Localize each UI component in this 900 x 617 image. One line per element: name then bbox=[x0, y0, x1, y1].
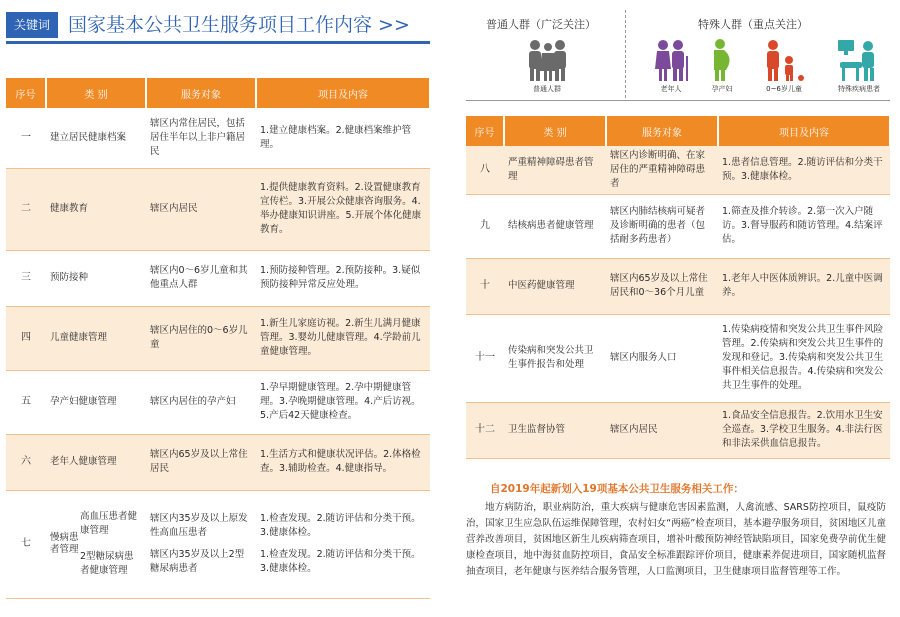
section-divider bbox=[466, 100, 890, 101]
row-target: 辖区内常住居民，包括居住半年以上非户籍居民 bbox=[150, 117, 246, 157]
row-category: 卫生监督协管 bbox=[504, 402, 606, 458]
row-target: 辖区内肺结核病可疑者及诊断明确的患者（包括耐多药患者） bbox=[610, 206, 706, 245]
table-row bbox=[6, 434, 430, 490]
row-content: 1.建立健康档案。2.健康档案维护管理。 bbox=[260, 124, 412, 150]
row-number: 一 bbox=[21, 131, 31, 143]
row-category: 结核病患者健康管理 bbox=[508, 220, 594, 231]
row-category: 建立居民健康档案 bbox=[50, 131, 127, 143]
row-target: 辖区内65岁及以上常住居民 bbox=[146, 434, 256, 490]
row-content: 1.检查发现。2.随访评估和分类干预。3.健康体检。 bbox=[260, 549, 421, 574]
table-row bbox=[466, 402, 890, 458]
row-content: 1.传染病疫情和突发公共卫生事件风险管理。2.传染病和突发公共卫生事件的发现和登记。3.传染病和突发公共卫生事件相关信息报告。4.传染病和突发公共卫生事件的处理。 bbox=[722, 324, 884, 391]
parent-child-icon bbox=[759, 38, 809, 82]
pregnant-figure bbox=[702, 38, 742, 94]
notes-body: 地方病防治，职业病防治，重大疾病与健康危害因素监测，人禽流感、SARS防控项目，鼠疫防治，国家卫生应急队伍运维保障管理，农村妇女“两癌”检查项目，基本避孕服务项目，贫困地区儿童营养改善项目，贫困地区新生儿疾病筛查项目，增补叶酸预防神经管缺陷项目，国家免费孕前优生健康检查项目，地中海贫血防控项目，食品安全标准跟踪评价项目，健康素养促进项目，国家随机监督抽查项目，老年健康与医养结合服务管理，人口监测项目，卫生健康项目监督管理等工作。 bbox=[466, 502, 886, 577]
row-target: 辖区内0～6岁儿童和其他重点人群 bbox=[150, 265, 248, 290]
table-header-row bbox=[6, 78, 430, 108]
col-header-category: 类 别 bbox=[46, 78, 146, 108]
elderly-label: 老年人 bbox=[660, 85, 682, 93]
row-target: 辖区内居住的孕产妇 bbox=[150, 396, 236, 407]
row-number: 十二 bbox=[466, 402, 504, 458]
row-content: 1.筛查及推介转诊。2.第一次入户随访。3.督导服药和随访管理。4.结案评估。 bbox=[722, 206, 883, 245]
row-category: 健康教育 bbox=[46, 168, 146, 250]
row-category: 传染病和突发公共卫生事件报告和处理 bbox=[508, 345, 594, 370]
row-content: 1.提供健康教育资料。2.设置健康教育宣传栏。3.开展公众健康咨询服务。4.举办健康知识讲座。5.开展个体化健康教育。 bbox=[256, 168, 430, 250]
row-number: 十 bbox=[466, 258, 504, 314]
table-row bbox=[466, 194, 890, 258]
group-divider bbox=[625, 10, 626, 98]
general-population-label: 普通人群 bbox=[533, 85, 561, 93]
children-figure bbox=[756, 38, 812, 94]
table-row bbox=[6, 250, 430, 306]
table-row bbox=[6, 168, 430, 250]
row-target: 辖区内35岁及以上原发性高血压患者 bbox=[150, 513, 248, 538]
row-number: 八 bbox=[466, 146, 504, 194]
col-header-content: 项目及内容 bbox=[718, 116, 890, 146]
pregnant-woman-icon bbox=[704, 38, 740, 82]
chronic-category: 慢病患者管理 bbox=[50, 532, 79, 555]
special-population-title: 特殊人群（重点关注） bbox=[698, 18, 808, 31]
row-category: 老年人健康管理 bbox=[46, 434, 146, 490]
row-content: 1.生活方式和健康状况评估。2.体格检查。3.辅助检查。4.健康指导。 bbox=[256, 434, 430, 490]
table-row bbox=[6, 370, 430, 434]
col-header-category: 类 别 bbox=[504, 116, 606, 146]
row-number: 九 bbox=[480, 220, 490, 231]
col-header-target: 服务对象 bbox=[606, 116, 718, 146]
col-header-target: 服务对象 bbox=[146, 78, 256, 108]
row-content-group bbox=[256, 490, 430, 598]
row-target: 辖区内居民 bbox=[146, 168, 256, 250]
row-number: 二 bbox=[6, 168, 46, 250]
row-target: 辖区内诊断明确、在家居住的严重精神障碍患者 bbox=[606, 146, 718, 194]
row-number: 十一 bbox=[475, 352, 495, 363]
services-table-right bbox=[466, 116, 891, 459]
row-content: 1.食品安全信息报告。2.饮用水卫生安全巡查。3.学校卫生服务。4.非法行医和非法采供血信息报告。 bbox=[718, 402, 890, 458]
row-content: 1.预防接种管理。2.预防接种。3.疑似预防接种异常反应处理。 bbox=[260, 265, 421, 290]
patients-figure bbox=[826, 38, 892, 94]
table-row bbox=[466, 314, 890, 402]
elderly-couple-icon bbox=[651, 38, 691, 82]
row-target: 辖区内居民 bbox=[606, 402, 718, 458]
table-row bbox=[6, 490, 430, 598]
row-target-group bbox=[146, 490, 256, 598]
row-content: 1.老年人中医体质辨识。2.儿童中医调养。 bbox=[718, 258, 890, 314]
table-row bbox=[6, 108, 430, 168]
elderly-figure bbox=[650, 38, 692, 94]
row-content: 1.患者信息管理。2.随访评估和分类干预。3.健康体检。 bbox=[718, 146, 890, 194]
col-header-content: 项目及内容 bbox=[256, 78, 430, 108]
row-category: 预防接种 bbox=[50, 272, 89, 283]
patients-label: 特殊疾病患者 bbox=[838, 85, 880, 93]
row-category: 儿童健康管理 bbox=[46, 306, 146, 370]
subcategory-hypertension: 高血压患者健康管理 bbox=[80, 511, 138, 536]
doctor-patient-icon bbox=[834, 38, 884, 82]
row-content: 1.检查发现。2.随访评估和分类干预。3.健康体检。 bbox=[260, 513, 421, 538]
row-number: 五 bbox=[21, 396, 31, 407]
table-row bbox=[466, 258, 890, 314]
general-population-title: 普通人群（广泛关注） bbox=[486, 18, 596, 31]
row-number: 四 bbox=[6, 306, 46, 370]
general-population-figure bbox=[520, 38, 574, 94]
col-header-no: 序号 bbox=[6, 78, 46, 108]
row-content: 1.新生儿家庭访视。2.新生儿满月健康管理。3.婴幼儿健康管理。4.学龄前儿童健康管理。 bbox=[256, 306, 430, 370]
header-underline bbox=[6, 41, 430, 44]
table-row bbox=[6, 306, 430, 370]
row-category-group bbox=[46, 490, 146, 598]
section-header bbox=[6, 6, 430, 44]
col-header-no: 序号 bbox=[466, 116, 504, 146]
subcategory-diabetes: 2型糖尿病患者健康管理 bbox=[80, 551, 134, 576]
services-table-left bbox=[6, 78, 431, 599]
children-label: 0~6岁儿童 bbox=[766, 85, 802, 93]
keyword-tag: 关键词 bbox=[6, 12, 58, 38]
page-title: 国家基本公共卫生服务项目工作内容 >> bbox=[68, 14, 410, 36]
row-number: 三 bbox=[21, 272, 31, 283]
row-category: 严重精神障碍患者管理 bbox=[504, 146, 606, 194]
pregnant-label: 孕产妇 bbox=[711, 85, 733, 93]
row-target: 辖区内居住的0～6岁儿童 bbox=[146, 306, 256, 370]
table-row bbox=[466, 146, 890, 194]
notes-title: 自2019年起新划入19项基本公共卫生服务相关工作： bbox=[490, 483, 744, 495]
row-target: 辖区内35岁及以上2型糖尿病患者 bbox=[150, 549, 245, 574]
row-category: 孕产妇健康管理 bbox=[50, 396, 117, 407]
row-target: 辖区内65岁及以上常住居民和0～36个月儿童 bbox=[606, 258, 718, 314]
row-target: 辖区内服务人口 bbox=[610, 352, 677, 363]
row-number: 六 bbox=[6, 434, 46, 490]
row-category: 中医药健康管理 bbox=[504, 258, 606, 314]
row-content: 1.孕早期健康管理。2.孕中期健康管理。3.孕晚期健康管理。4.产后访视。5.产后42天健康检查。 bbox=[260, 382, 421, 421]
row-number: 七 bbox=[21, 538, 31, 549]
table-header-row bbox=[466, 116, 890, 146]
people-icon bbox=[522, 38, 572, 82]
